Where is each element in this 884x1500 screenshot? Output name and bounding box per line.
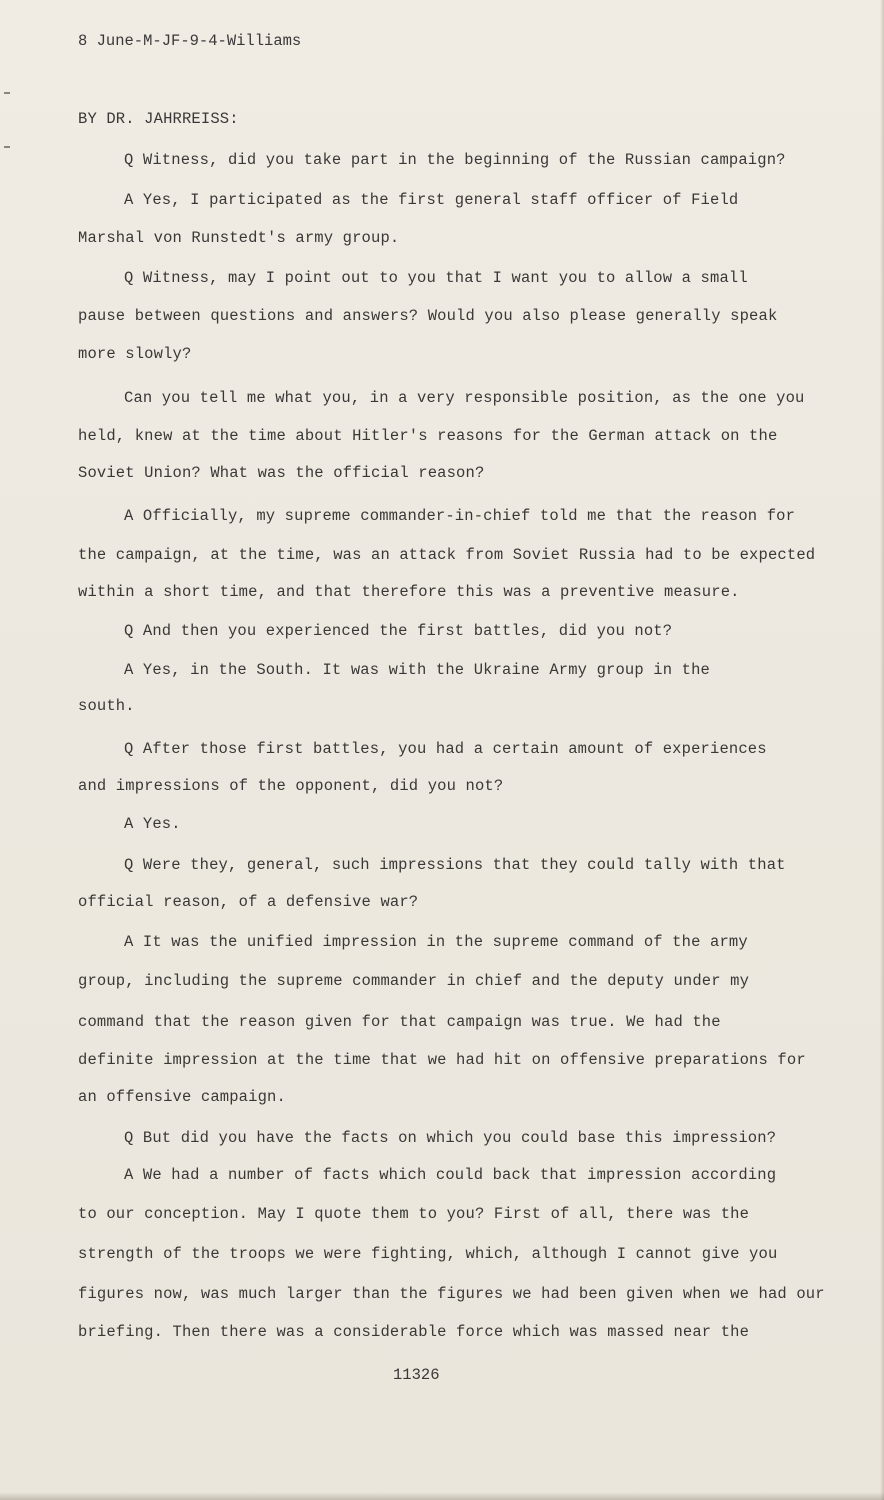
transcript-line: command that the reason given for that campaign was true. We had the <box>78 1013 721 1031</box>
transcript-line: group, including the supreme commander in chief and the deputy under my <box>78 972 750 990</box>
transcript-line: definite impression at the time that we had hit on offensive preparations for <box>78 1051 806 1069</box>
page-number: 11326 <box>393 1366 440 1384</box>
transcript-line: strength of the troops we were fighting, which, although I cannot give you <box>78 1245 778 1263</box>
transcript-line: Marshal von Runstedt's army group. <box>78 229 400 247</box>
page-edge-shadow <box>880 0 884 1500</box>
transcript-line: A Officially, my supreme commander-in-chief told me that the reason for <box>124 507 796 525</box>
document-header: 8 June-M-JF-9-4-Williams <box>78 32 302 50</box>
page-edge-shadow <box>0 1492 884 1500</box>
transcript-line: Q Witness, did you take part in the beginning of the Russian campaign? <box>124 151 786 169</box>
transcript-line: held, knew at the time about Hitler's reasons for the German attack on the <box>78 427 778 445</box>
transcript-line: Q But did you have the facts on which you could base this impression? <box>124 1129 777 1147</box>
transcript-line: an offensive campaign. <box>78 1088 286 1106</box>
transcript-line: the campaign, at the time, was an attack from Soviet Russia had to be expected <box>78 546 816 564</box>
transcript-line: briefing. Then there was a considerable force which was massed near the <box>78 1323 750 1341</box>
transcript-line: pause between questions and answers? Would you also please generally speak <box>78 307 778 325</box>
transcript-line: figures now, was much larger than the figures we had been given when we had our <box>78 1285 825 1303</box>
transcript-line: more slowly? <box>78 345 192 363</box>
transcript-line: A It was the unified impression in the supreme command of the army <box>124 933 748 951</box>
transcript-line: Q Were they, general, such impressions that they could tally with that <box>124 856 786 874</box>
transcript-line: Q After those first battles, you had a certain amount of experiences <box>124 740 767 758</box>
margin-mark <box>4 146 10 148</box>
transcript-line: south. <box>78 697 135 715</box>
transcript-line: within a short time, and that therefore this was a preventive measure. <box>78 583 740 601</box>
transcript-line: and impressions of the opponent, did you not? <box>78 777 504 795</box>
transcript-line: A Yes, in the South. It was with the Ukraine Army group in the <box>124 661 710 679</box>
transcript-line: Can you tell me what you, in a very responsible position, as the one you <box>124 389 805 407</box>
transcript-line: Q Witness, may I point out to you that I want you to allow a small <box>124 269 748 287</box>
transcript-line: A We had a number of facts which could back that impression according <box>124 1166 777 1184</box>
transcript-line: official reason, of a defensive war? <box>78 893 419 911</box>
transcript-line: BY DR. JAHRREISS: <box>78 110 239 128</box>
transcript-line: to our conception. May I quote them to you? First of all, there was the <box>78 1205 750 1223</box>
transcript-line: Soviet Union? What was the official reason? <box>78 464 485 482</box>
transcript-line: A Yes, I participated as the first general staff officer of Field <box>124 191 739 209</box>
margin-mark <box>4 92 10 94</box>
transcript-line: Q And then you experienced the first battles, did you not? <box>124 622 673 640</box>
transcript-line: A Yes. <box>124 815 181 833</box>
